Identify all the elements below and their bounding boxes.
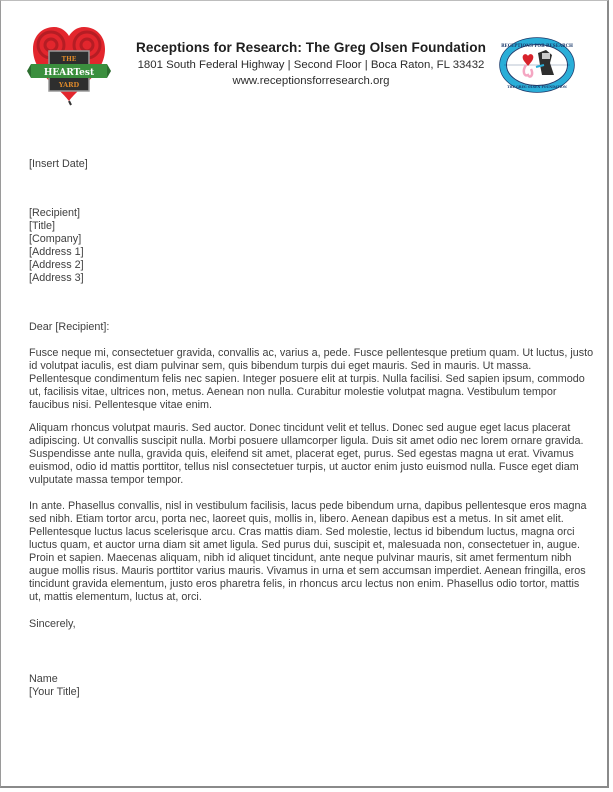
svg-text:THE GREG OLSEN FOUNDATION: THE GREG OLSEN FOUNDATION (507, 85, 567, 89)
heartest-yard-heart-logo-icon (27, 23, 111, 107)
svg-text:YARD: YARD (58, 81, 80, 89)
recipient-company: [Company] (29, 233, 82, 245)
recipient-address-1: [Address 1] (29, 246, 84, 258)
body-paragraph-1: Fusce neque mi, consectetuer gravida, convallis ac, varius a, pede. Fusce pellentesque pretium quam. Ut luctus, justo id volutpat iaculis, est diam pulvinar sem, quis bibendum turpis dui eget mauris. Sed in mauris. Ut massa. Pellentesque condimentum felis nec sapien. Integer posuere elit at turpis. Nulla facilisi. Sed sapien ipsum, commodo ut, facilisis vitae, ultrices non, metus. Aenean non nulla. Curabitur molestie volutpat magna. Vestibulum tempor faucibus nisi. Pellentesque vitae enim. (29, 347, 594, 411)
organization-address: 1801 South Federal Highway | Second Floor | Boca Raton, FL 33432 (137, 59, 485, 71)
svg-text:THE: THE (61, 56, 77, 63)
closing: Sincerely, (29, 618, 76, 630)
recipient-address-3: [Address 3] (29, 272, 84, 284)
recipient-address-2: [Address 2] (29, 259, 84, 271)
organization-name: Receptions for Research: The Greg Olsen Foundation (136, 40, 486, 55)
letter-date: [Insert Date] (29, 158, 88, 170)
recipient-title: [Title] (29, 220, 55, 232)
signer-name: Name (29, 673, 58, 685)
recipient-name: [Recipient] (29, 207, 81, 219)
salutation: Dear [Recipient]: (29, 321, 110, 333)
svg-text:RECEPTIONS FOR RESEARCH: RECEPTIONS FOR RESEARCH (501, 43, 573, 48)
body-paragraph-2: Aliquam rhoncus volutpat mauris. Sed auctor. Donec tincidunt velit et tellus. Donec sed augue eget lacus placerat adipiscing. Ut convallis suscipit nulla. Morbi posuere ullamcorper ligula. Duis sit amet odio nec lorem ornare gravida. Suspendisse ante nulla, gravida quis, eleifend sit amet, placerat eget, purus. Sed egestas magna ut erat. Vivamus euismod, odio id mattis porttitor, tellus nisl consectetuer turpis, ut auctor enim justo euismod nulla. Fusce eget diam vulputate massa tempor tempor. (29, 422, 584, 486)
body-paragraph-3: In ante. Phasellus convallis, nisl in vestibulum facilisis, lacus pede bibendum urna, dapibus pellentesque eros magna sed nibh. Etiam tortor arcu, porta nec, laoreet quis, mollis in, libero. Aenean dapibus est a metus. In sit amet elit. Pellentesque luctus lacus scelerisque arcu. Cras mattis diam. Sed molestie, lectus id bibendum luctus, magna orci luctus quam, et auctor urna diam sit amet ligula. Sed purus dui, suscipit et, malesuada non, consectetuer in, augue. Proin et sapien. Maecenas aliquam, nibh id aliquet tincidunt, ante neque pulvinar mauris, sit amet fermentum nibh augue mollis risus. Mauris porttitor varius mauris. Vivamus in urna et sem accumsan imperdiet. Aenean fringilla, eros tincidunt gravida elementum, justo eros pharetra felis, in rhoncus arcu lectus non enim. Phasellus odio tortor, mattis ut, mattis elementum, luctus at, orci. (29, 500, 587, 603)
signature-block (29, 673, 80, 699)
signer-title: [Your Title] (29, 686, 80, 698)
svg-text:HEARTest: HEARTest (43, 68, 95, 78)
recipient-block (29, 207, 84, 285)
letterhead (121, 39, 501, 89)
receptions-for-research-oval-logo-icon (498, 35, 576, 95)
organization-website: www.receptionsforresearch.org (232, 75, 390, 87)
